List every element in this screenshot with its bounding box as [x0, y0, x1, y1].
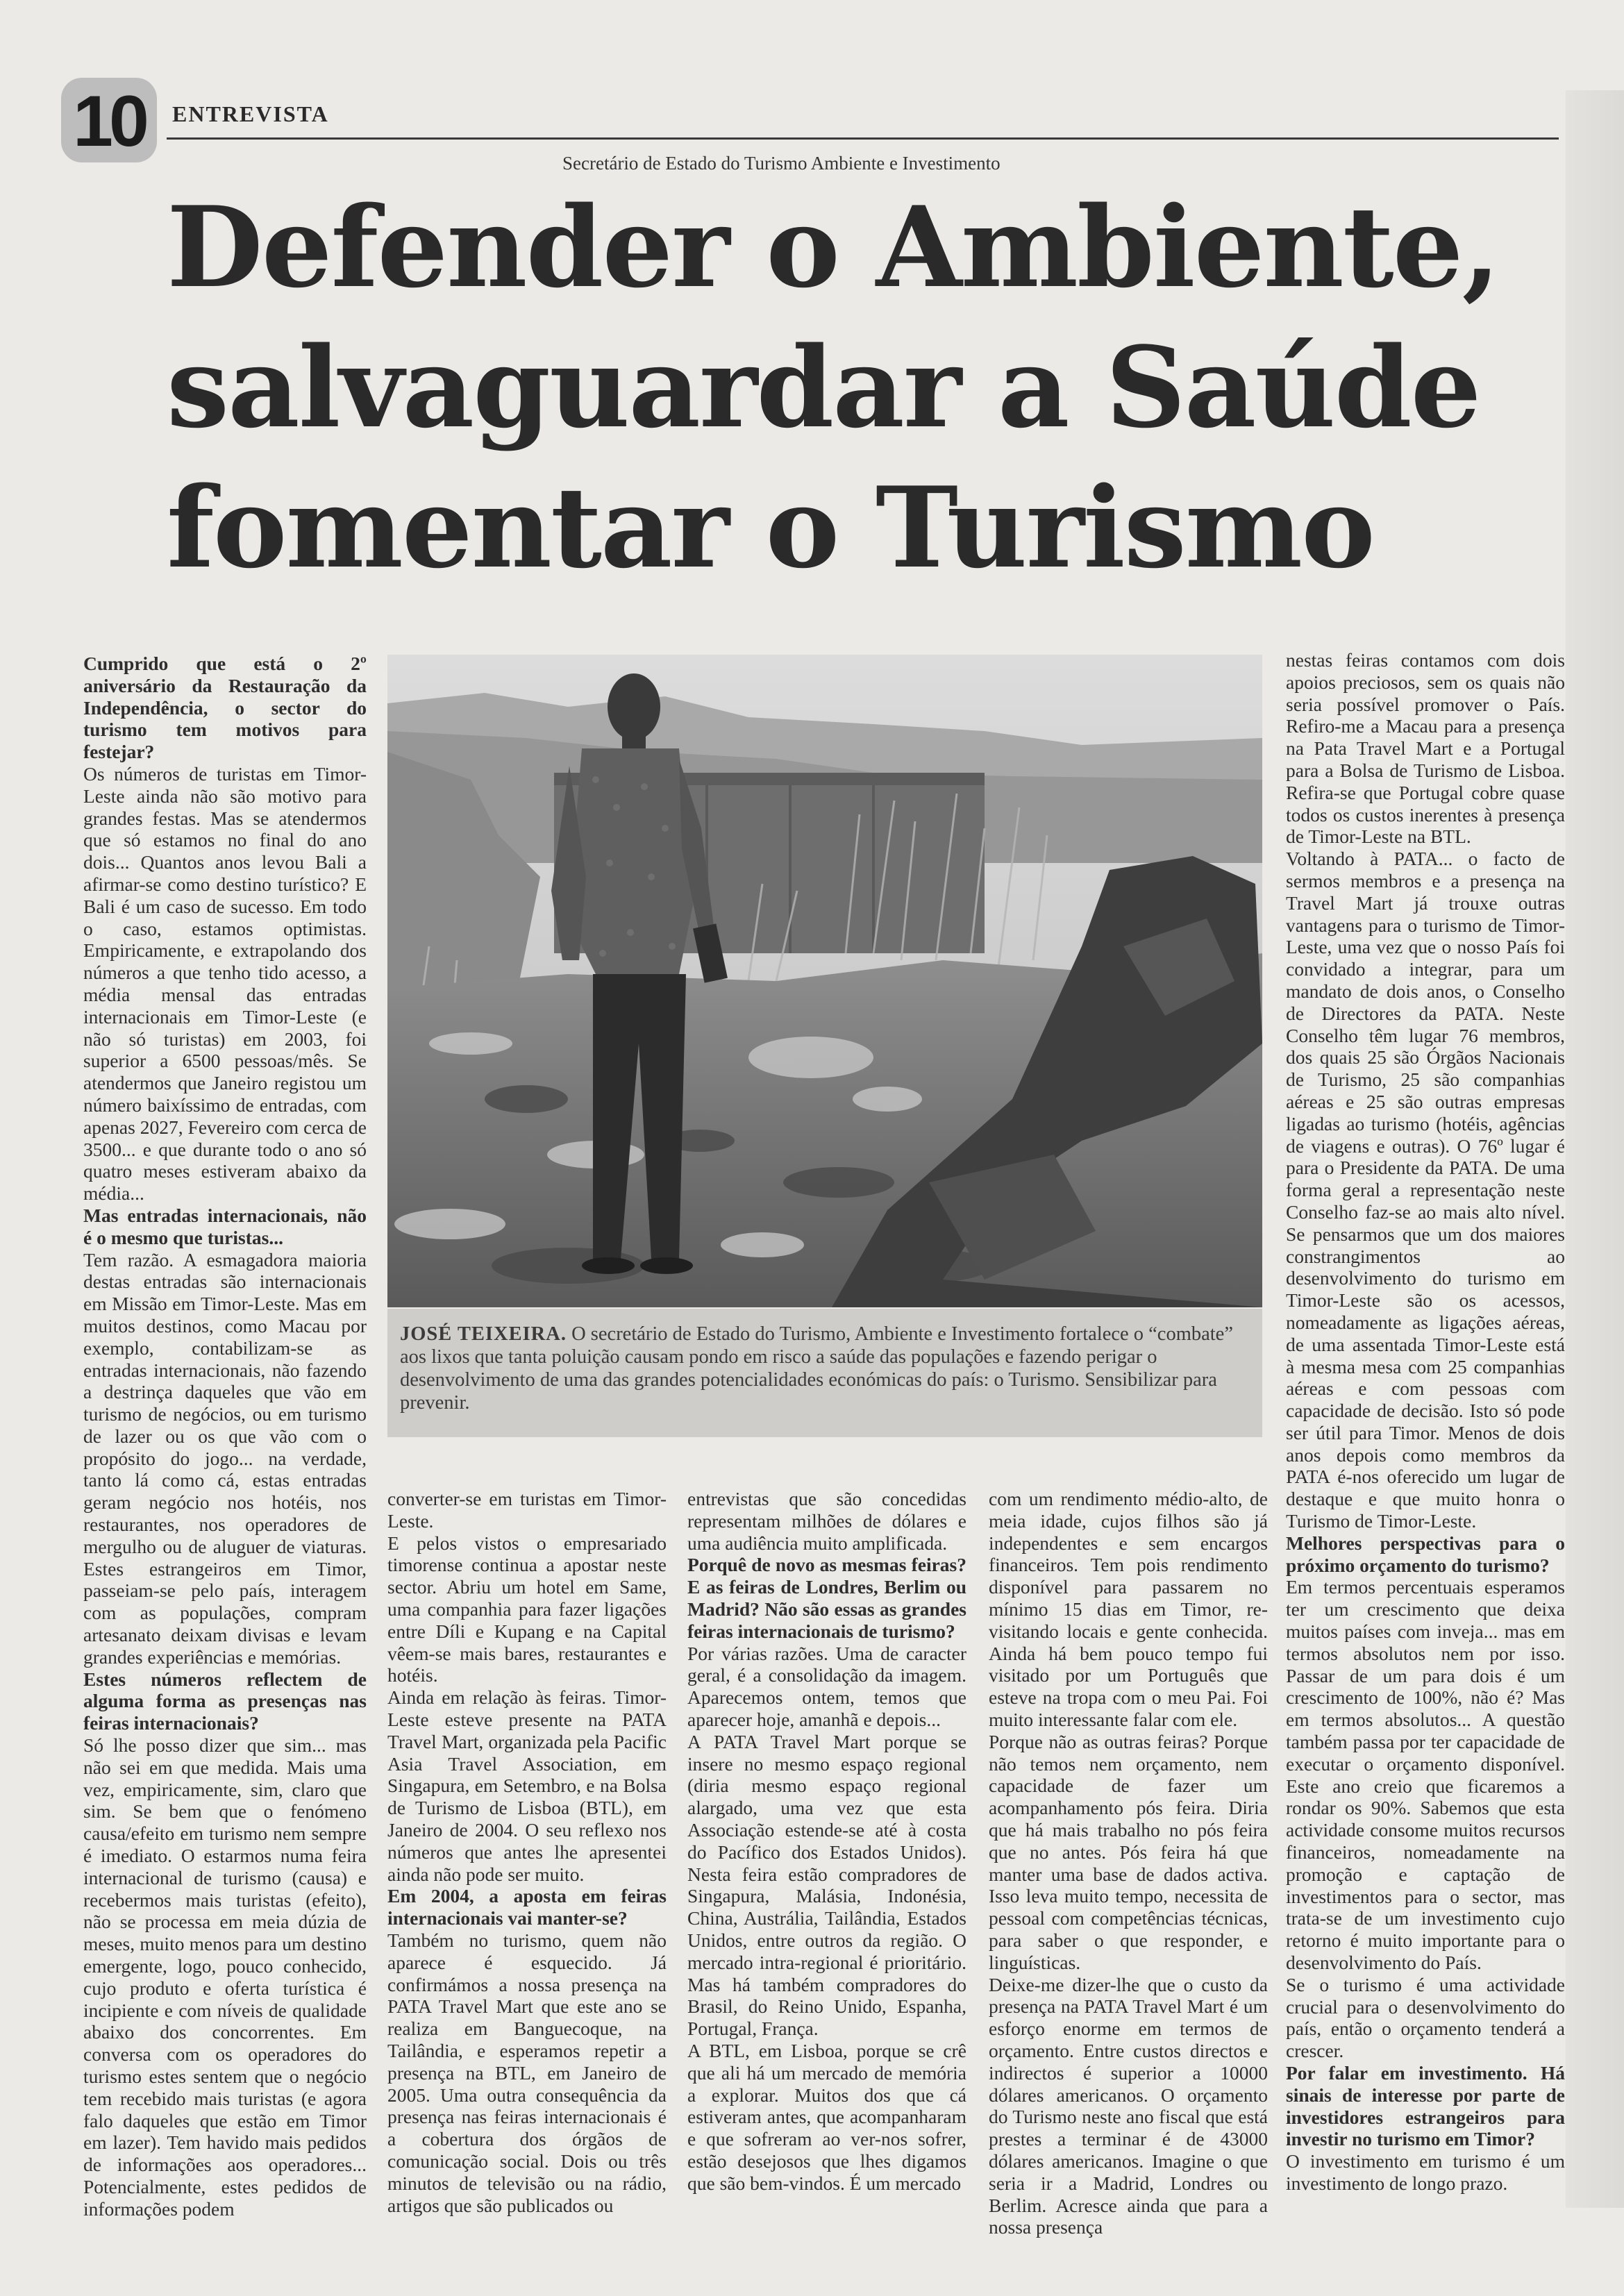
interview-paragraph: A BTL, em Lisboa, porque se crê que ali há um mercado de memória a explorar. Muitos dos que cá estiveram antes, que acompanharam e que sofreram ao ver-nos sofrer, estão desejosos que lhes digamos que são bem-vindos. É um mercado: [687, 2039, 966, 2194]
interview-question: Porquê de novo as mesmas feiras? E as feiras de Londres, Berlim ou Madrid? Não são essas as grandes feiras internacionais de turismo?: [687, 1554, 966, 1642]
headline: [167, 177, 1500, 598]
interview-question: Por falar em investimento. Há sinais de interesse por parte de investidores estrangeiros para investir no turismo em Timor?: [1286, 2062, 1565, 2150]
interview-paragraph: Deixe-me dizer-lhe que o custo da presença na PATA Travel Mart é um esforço enorme em termos de orçamento. Entre custos directos e indirectos é superior a 10000 dólares americanos. O orçamento do Turismo neste ano fiscal que está prestes a terminar é de 43000 dólares americanos. Imagine o que seria ir a Madrid, Londres ou Berlim. Acresce ainda que para a nossa presença: [989, 1973, 1268, 2238]
photo-caption: [387, 1309, 1262, 1437]
headline-line: salvaguardar a Saúde: [167, 322, 1480, 453]
interview-paragraph: Se o turismo é uma actividade crucial para o desenvolvimento do país, então o orçamento tenderá a crescer.: [1286, 1973, 1565, 2062]
interview-paragraph: Voltando à PATA... o facto de sermos membros e a presença na Travel Mart já trouxe outras vantagens para o turismo de Timor-Leste, uma vez que o nosso País foi convidado a integrar, para um mandato de dois anos, o Conselho de Directores da PATA. Neste Conselho têm lugar 76 membros, dos quais 25 são Órgãos Nacionais de Turismo, 25 são companhias aéreas e 25 são outras empresas ligadas ao turismo (hotéis, agências de viagens e outras). O 76º lugar é para o Presidente da PATA. De uma forma geral a representação neste Conselho faz-se ao mais alto nível. Se pensarmos que um dos maiores constrangimentos ao desenvolvimento do turismo em Timor-Leste são os acessos, nomeadamente as ligações aéreas, de uma assentada Timor-Leste está à mesma mesa com 25 companhias aéreas e com pessoas com capacidade de decisão. Isto só pode ser útil para Timor. Menos de dois anos depois como membros da PATA é-nos oferecido um lugar de destaque e que muito honra o Turismo de Timor-Leste.: [1286, 848, 1565, 1532]
interview-paragraph: Por várias razões. Uma de caracter geral, é a consolidação da imagem. Aparecemos ontem, temos que aparecer hoje, amanhã e depois...: [687, 1642, 966, 1730]
photo-man-at-garbage-dump: [387, 655, 1262, 1307]
interview-paragraph: E pelos vistos o empresariado timorense continua a apostar neste sector. Abriu um hotel em Same, uma companhia para fazer ligações entre Díli e Kupang e na Capital vêem-se mais bares, restaurantes e hotéis.: [387, 1532, 667, 1686]
section-label: ENTREVISTA: [172, 101, 329, 126]
text-column-4: [989, 1488, 1268, 2238]
interview-question: Estes números reflectem de alguma forma as presenças nas feiras internacionais?: [83, 1668, 367, 1734]
interview-paragraph: com um rendimento médio-alto, de meia idade, cujos filhos são já independentes e sem encargos financeiros. Tem pois rendimento disponível para passarem no mínimo 15 dias em Timor, re-visitando locais e gente conhecida. Ainda há bem pouco tempo fui visitado por um Português que esteve na tropa com o meu Pai. Foi muito interessante falar com ele.: [989, 1488, 1268, 1730]
text-column-5: [1286, 649, 1565, 2195]
photo-illustration: [387, 655, 1262, 1307]
interview-question: Mas entradas internacionais, não é o mesmo que turistas...: [83, 1204, 367, 1248]
page-number: 10: [73, 81, 145, 162]
headline-line: Defender o Ambiente,: [167, 182, 1500, 312]
interview-paragraph: Também no turismo, quem não aparece é esquecido. Já confirmámos a nossa presença na PATA Travel Mart que este ano se realiza em Banguecoque, na Tailândia, e esperamos repetir a presença na BTL, em Janeiro de 2005. Uma outra consequência da presença nas feiras internacionais é a cobertura dos órgãos de comunicação social. Dois ou três minutos de televisão ou na rádio, artigos que são publicados ou: [387, 1929, 667, 2216]
interview-question: Melhores perspectivas para o próximo orçamento do turismo?: [1286, 1532, 1565, 1576]
headline-line: fomentar o Turismo: [167, 462, 1374, 593]
interview-paragraph: O investimento em turismo é um investimento de longo prazo.: [1286, 2150, 1565, 2194]
adjacent-page-edge: [1566, 90, 1624, 2208]
page-number-badge: [61, 78, 157, 162]
text-column-1: [83, 653, 367, 2220]
interview-paragraph: A PATA Travel Mart porque se insere no mesmo espaço regional (diria mesmo espaço regional alargado, uma vez que esta Associação estende-se até à costa do Pacífico dos Estados Unidos). Nesta feira estão compradores de Singapura, Malásia, Indonésia, China, Austrália, Tailândia, Estados Unidos, entre outros da região. O mercado intra-regional é prioritário. Mas há também compradores do Brasil, do Reino Unido, Espanha, Portugal, França.: [687, 1730, 966, 2040]
caption-paragraph: [387, 1309, 1262, 1414]
interview-paragraph: Tem razão. A esmagadora maioria destas entradas são internacionais em Missão em Timor-Leste. Mas em muitos destinos, como Macau por exemplo, contabilizam-se as entradas internacionais, não fazendo a destrinça daqueles que vão em turismo de negócios, ou em turismo de lazer ou os que vão com o propósito do jogo... na verdade, tanto lá como cá, estas entradas geram negócio nos hotéis, nos restaurantes, nos operadores de mergulho ou de aluguer de viaturas. Estes estrangeiros em Timor, passeiam-se pelo país, interagem com as populações, compram artesanato deixam divisas e levam grandes experiências e memórias.: [83, 1248, 367, 1668]
interview-paragraph: Os números de turistas em Timor-Leste ainda não são motivo para grandes festas. Mas se atendermos que só estamos no final do ano dois... Quantos anos levou Bali a afirmar-se como destino turístico? E Bali é um caso de sucesso. Em todo o caso, estamos optimistas. Empiricamente, e extrapolando dos números a que tenho tido acesso, a média mensal das entradas internacionais em Timor-Leste (e não só turistas) em 2003, foi superior a 6500 pessoas/mês. Se atendermos que Janeiro registou um número baixíssimo de entradas, com apenas 2027, Fevereiro com cerca de 3500... e que durante todo o ano só quatro meses estiveram abaixo da média...: [83, 762, 367, 1205]
interview-question: Cumprido que está o 2º aniversário da Restauração da Independência, o sector do turismo tem motivos para festejar?: [83, 653, 367, 763]
interview-paragraph: Porque não as outras feiras? Porque não temos nem orçamento, nem capacidade de fazer um acompanhamento pós feira. Diria que há mais trabalho no pós feira que no antes. Pós feira há que manter uma base de dados activa. Isso leva muito tempo, necessita de pessoal com competências técnicas, para saber o que responder, e linguísticas.: [989, 1730, 1268, 1973]
interview-question: Em 2004, a aposta em feiras internacionais vai manter-se?: [387, 1885, 667, 1929]
interview-paragraph: converter-se em turistas em Timor-Leste.: [387, 1488, 667, 1532]
header-rule: [167, 137, 1559, 140]
caption-text: O secretário de Estado do Turismo, Ambiente e Investimento fortalece o “combate” aos lixos que tanta poluição causam pondo em risco a saúde das populações e fazendo perigar o desenvolvimento de uma das grandes potencialidades económicas do país: o Turismo. Sensibilizar para prevenir.: [400, 1323, 1233, 1414]
interview-paragraph: Em termos percentuais esperamos ter um crescimento que deixa muitos países com inveja... mas em termos absolutos nem por isso. Passar de um para dois é um crescimento de 100%, não é? Mas em termos absolutos... A questão também passa por ter capacidade de executar o orçamento disponível. Este ano creio que ficaremos a rondar os 90%. Sabemos que esta actividade consome muitos recursos financeiros, nomeadamente na promoção e captação de investimentos para o sector, mas trata-se de um investimento cujo retorno é muito importante para o desenvolvimento do País.: [1286, 1576, 1565, 1974]
interview-paragraph: Só lhe posso dizer que sim... mas não sei em que medida. Mais uma vez, empiricamente, sim, claro que sim. Se bem que o fenómeno causa/efeito em turismo nem sempre é imediato. O estarmos numa feira internacional de turismo (causa) e recebermos mais turistas (efeito), não se processa em meia dúzia de meses, muito menos para um destino emergente, logo, pouco conhecido, cujo produto e oferta turística é incipiente e com níveis de qualidade abaixo dos concorrentes. Em conversa com os operadores do turismo estes sentem que o negócio tem recebido mais turistas (e agora falo daqueles que estão em Timor em lazer). Tem havido mais pedidos de informações aos operadores... Potencialmente, estes pedidos de informações podem: [83, 1734, 367, 2220]
text-column-2: [387, 1488, 667, 2216]
interview-paragraph: nestas feiras contamos com dois apoios preciosos, sem os quais não seria possível promover o País. Refiro-me a Macau para a presença na Pata Travel Mart e a Portugal para a Bolsa de Turismo de Lisboa. Refira-se que Portugal cobre quase todos os custos inerentes à presença de Timor-Leste na BTL.: [1286, 649, 1565, 848]
interview-paragraph: Ainda em relação às feiras. Timor-Leste esteve presente na PATA Travel Mart, organizada pela Pacific Asia Travel Association, em Singapura, em Setembro, e na Bolsa de Turismo de Lisboa (BTL), em Janeiro de 2004. O seu reflexo nos números que antes lhe apresentei ainda não pode ser muito.: [387, 1686, 667, 1885]
kicker: Secretário de Estado do Turismo Ambiente e Investimento: [562, 153, 1001, 174]
text-column-3: [687, 1488, 966, 2195]
caption-byline: JOSÉ TEIXEIRA.: [400, 1323, 567, 1345]
interview-paragraph: entrevistas que são concedidas representam milhões de dólares e uma audiência muito amplificada.: [687, 1488, 966, 1554]
